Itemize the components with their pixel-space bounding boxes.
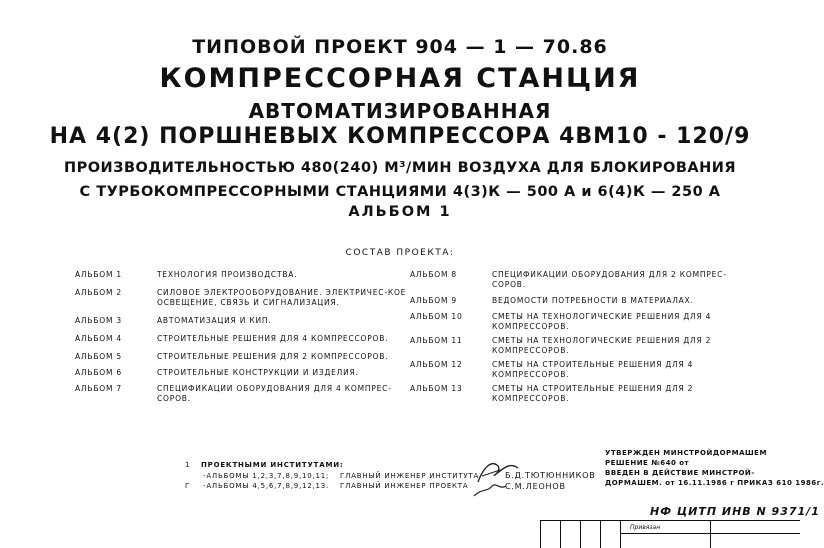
album-label: АЛЬБОМ 2 xyxy=(75,288,122,297)
album-text: СПЕЦИФИКАЦИИ ОБОРУДОВАНИЯ ДЛЯ 2 КОМПРЕС-СОРОВ. xyxy=(492,270,727,289)
footer-mark-2: Г xyxy=(185,482,191,490)
album-label: АЛЬБОМ 3 xyxy=(75,316,122,325)
album-text: СТРОИТЕЛЬНЫЕ КОНСТРУКЦИИ И ИЗДЕЛИЯ. xyxy=(157,368,359,377)
album-label: АЛЬБОМ 11 xyxy=(410,336,463,345)
subtitle-automated: АВТОМАТИЗИРОВАННАЯ xyxy=(248,99,552,123)
album-label: АЛЬБОМ 12 xyxy=(410,360,463,369)
album-label: АЛЬБОМ 9 xyxy=(410,296,457,305)
frame-line xyxy=(620,533,800,534)
row1-albums: -АЛЬБОМЫ 1,2,3,7,8,9,10,11; xyxy=(203,472,330,480)
subtitle-compressors: НА 4(2) ПОРШНЕВЫХ КОМПРЕССОРА 4ВМ10 - 120/9 xyxy=(49,124,751,149)
developers-heading: ПРОЕКТНЫМИ ИНСТИТУТАМИ: xyxy=(201,461,344,469)
archive-stamp: НФ ЦИТП ИНВ N 9371/1 xyxy=(650,505,820,518)
row1-role: ГЛАВНЫЙ ИНЖЕНЕР ИНСТИТУТА xyxy=(340,472,480,480)
album-label: АЛЬБОМ 5 xyxy=(75,352,122,361)
frame-line xyxy=(540,520,541,548)
album-text: СМЕТЫ НА ТЕХНОЛОГИЧЕСКИЕ РЕШЕНИЯ ДЛЯ 2 КОМПРЕССОРОВ. xyxy=(492,336,712,355)
footer-mark-1: 1 xyxy=(185,461,191,469)
album-text: СМЕТЫ НА СТРОИТЕЛЬНЫЕ РЕШЕНИЯ ДЛЯ 4 КОМПРЕССОРОВ. xyxy=(492,360,694,379)
approval-line-4: ДОРМАШЕМ. от 16.11.1986 г ПРИКАЗ 610 1986г. xyxy=(605,479,824,487)
album-text: СМЕТЫ НА ТЕХНОЛОГИЧЕСКИЕ РЕШЕНИЯ ДЛЯ 4 КОМПРЕССОРОВ. xyxy=(492,312,712,331)
album-label: АЛЬБОМ 4 xyxy=(75,334,122,343)
signature-icon xyxy=(470,452,530,500)
album-label: АЛЬБОМ 10 xyxy=(410,312,463,321)
album-text: СИЛОВОЕ ЭЛЕКТРООБОРУДОВАНИЕ. ЭЛЕКТРИЧЕС-КОЕ ОСВЕЩЕНИЕ, СВЯЗЬ И СИГНАЛИЗАЦИЯ. xyxy=(157,288,407,307)
row1-name: Б.Д.ТЮТЮННИКОВ xyxy=(505,471,596,480)
approval-line-1: УТВЕРЖДЕН МИНСТРОЙДОРМАШЕМ xyxy=(605,449,767,457)
row2-albums: -АЛЬБОМЫ 4,5,6,7,8,9,12,13. xyxy=(203,482,330,490)
row2-name: С.М.ЛЕОНОВ xyxy=(505,482,566,491)
project-number: ТИПОВОЙ ПРОЕКТ 904 — 1 — 70.86 xyxy=(192,36,608,58)
album-number: АЛЬБОМ 1 xyxy=(348,204,452,220)
stamp-small-label: Привязан xyxy=(630,524,661,531)
album-label: АЛЬБОМ 1 xyxy=(75,270,122,279)
approval-line-2: РЕШЕНИЕ №640 от xyxy=(605,459,690,467)
album-text: ТЕХНОЛОГИЯ ПРОИЗВОДСТВА. xyxy=(157,270,298,279)
album-text: ВЕДОМОСТИ ПОТРЕБНОСТИ В МАТЕРИАЛАХ. xyxy=(492,296,694,305)
subtitle-capacity: ПРОИЗВОДИТЕЛЬНОСТЬЮ 480(240) М³/МИН ВОЗДУХА ДЛЯ БЛОКИРОВАНИЯ xyxy=(63,160,737,176)
album-text: СМЕТЫ НА СТРОИТЕЛЬНЫЕ РЕШЕНИЯ ДЛЯ 2 КОМПРЕССОРОВ. xyxy=(492,384,694,403)
album-label: АЛЬБОМ 7 xyxy=(75,384,122,393)
frame-line xyxy=(580,520,581,548)
album-text: СТРОИТЕЛЬНЫЕ РЕШЕНИЯ ДЛЯ 2 КОМПРЕССОРОВ. xyxy=(157,352,389,361)
album-label: АЛЬБОМ 6 xyxy=(75,368,122,377)
album-text: СПЕЦИФИКАЦИИ ОБОРУДОВАНИЯ ДЛЯ 4 КОМПРЕС-СОРОВ. xyxy=(157,384,392,403)
album-text: АВТОМАТИЗАЦИЯ И КИП. xyxy=(157,316,272,325)
frame-line xyxy=(560,520,561,548)
frame-line xyxy=(600,520,601,548)
subtitle-stations: С ТУРБОКОМПРЕССОРНЫМИ СТАНЦИЯМИ 4(3)К — 500 А и 6(4)К — 250 А xyxy=(79,184,721,200)
album-label: АЛЬБОМ 13 xyxy=(410,384,463,393)
approval-block xyxy=(605,448,824,488)
frame-line xyxy=(620,520,621,548)
main-title: КОМПРЕССОРНАЯ СТАНЦИЯ xyxy=(159,63,641,94)
album-label: АЛЬБОМ 8 xyxy=(410,270,457,279)
frame-line xyxy=(540,520,800,521)
row2-role: ГЛАВНЫЙ ИНЖЕНЕР ПРОЕКТА xyxy=(340,482,469,490)
contents-heading: СОСТАВ ПРОЕКТА: xyxy=(345,248,455,258)
album-text: СТРОИТЕЛЬНЫЕ РЕШЕНИЯ ДЛЯ 4 КОМПРЕССОРОВ. xyxy=(157,334,389,343)
approval-line-3: ВВЕДЕН В ДЕЙСТВИЕ МИНСТРОЙ- xyxy=(605,469,755,477)
frame-line xyxy=(710,520,711,548)
